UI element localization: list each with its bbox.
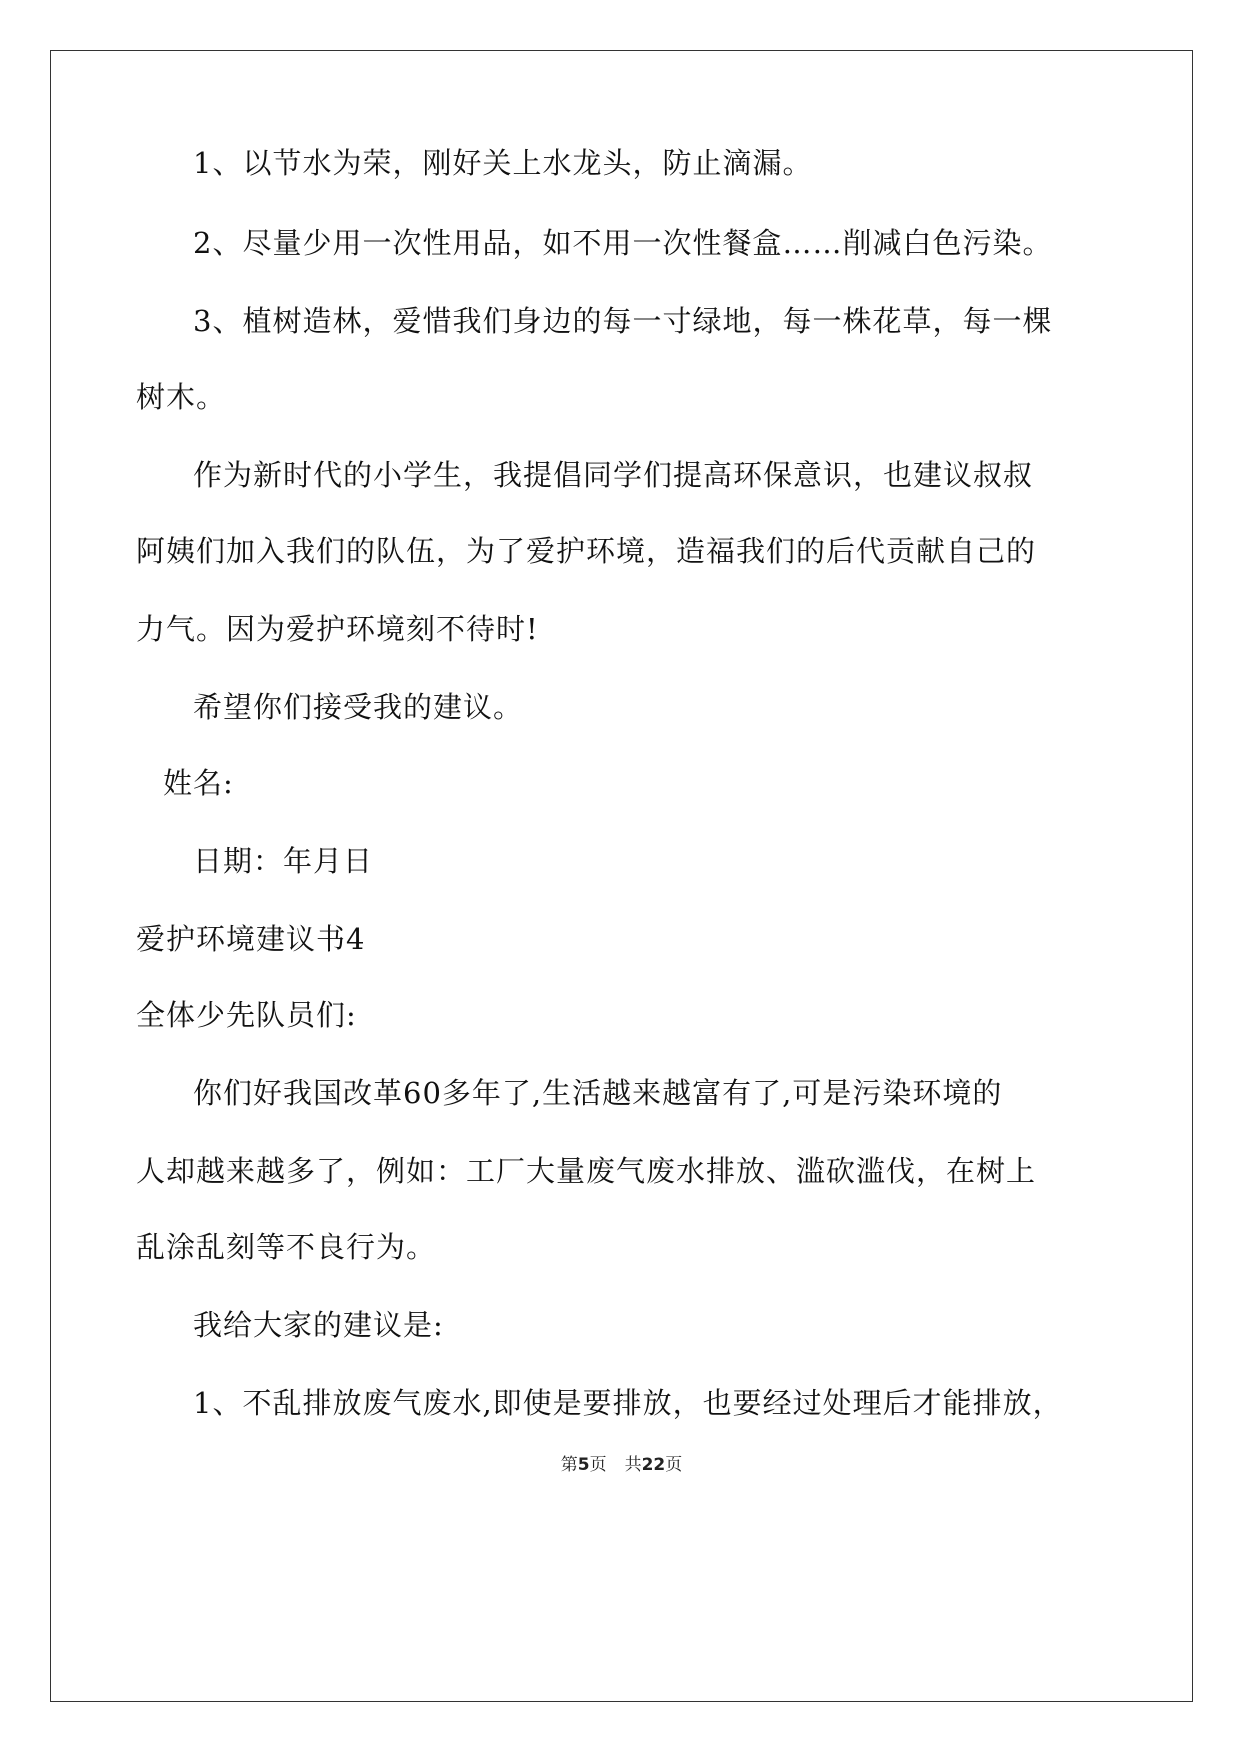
footer-page-number: 5 (577, 1455, 590, 1475)
section-title: 爱护环境建议书4 (136, 922, 366, 956)
paragraph-line-4: 树木。 (136, 380, 227, 414)
footer-total-suffix: 页 (665, 1455, 683, 1475)
paragraph-line-3: 3、植树造林，爱惜我们身边的每一寸绿地，每一株花草，每一棵 (193, 304, 1053, 338)
footer-page-suffix: 页 (589, 1455, 607, 1475)
footer-prefix: 第 (560, 1455, 578, 1475)
page-footer (51, 1453, 1192, 1477)
paragraph-line-11: 乱涂乱刻等不良行为。 (136, 1230, 437, 1264)
footer-total-pages: 22 (641, 1455, 666, 1475)
page-frame (50, 50, 1193, 1702)
footer-total-prefix: 共 (624, 1455, 642, 1475)
signature-name: 姓名: (163, 766, 234, 800)
paragraph-line-13: 1、不乱排放废气废水,即使是要排放，也要经过处理后才能排放， (193, 1386, 1063, 1420)
paragraph-line-5: 作为新时代的小学生，我提倡同学们提高环保意识，也建议叔叔 (193, 458, 1034, 492)
paragraph-line-2: 2、尽量少用一次性用品，如不用一次性餐盒……削减白色污染。 (193, 226, 1053, 260)
paragraph-line-9: 你们好我国改革60多年了,生活越来越富有了,可是污染环境的 (193, 1076, 1003, 1110)
salutation: 全体少先队员们: (136, 998, 357, 1032)
paragraph-line-10: 人却越来越多了，例如：工厂大量废气废水排放、滥砍滥伐，在树上 (136, 1154, 1037, 1188)
paragraph-line-8: 希望你们接受我的建议。 (193, 690, 524, 724)
signature-date: 日期：年月日 (193, 844, 374, 878)
paragraph-line-12: 我给大家的建议是: (193, 1308, 444, 1342)
paragraph-line-6: 阿姨们加入我们的队伍，为了爱护环境，造福我们的后代贡献自己的 (136, 534, 1037, 568)
paragraph-line-7: 力气。因为爱护环境刻不待时! (136, 612, 539, 646)
paragraph-line-1: 1、以节水为荣，刚好关上水龙头，防止滴漏。 (193, 146, 813, 180)
